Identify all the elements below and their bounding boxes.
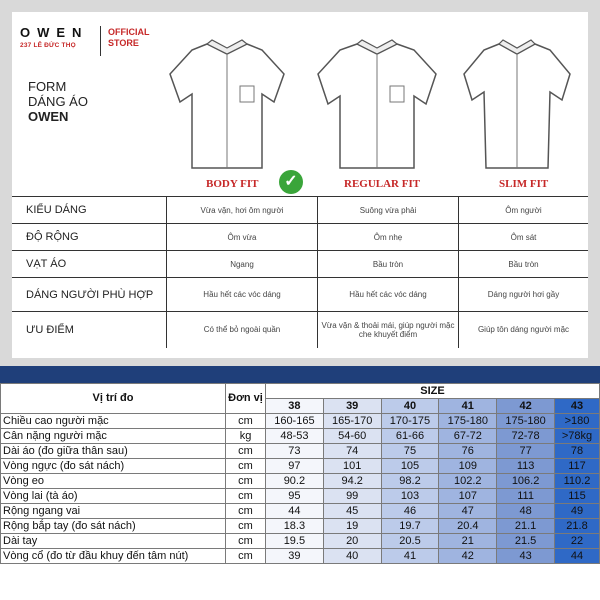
- size-cell: 54-60: [323, 429, 381, 444]
- fit-guide-panel: [12, 12, 588, 358]
- size-chart-table: [0, 383, 600, 564]
- comparison-cell: Ôm vừa: [167, 224, 318, 251]
- row-unit: cm: [226, 549, 266, 564]
- row-label: Vòng eo: [1, 474, 226, 489]
- row-label: Vòng cổ (đo từ đầu khuy đến tâm nút): [1, 549, 226, 564]
- size-cell: 99: [323, 489, 381, 504]
- table-row: [1, 549, 600, 564]
- size-cell: 22: [554, 534, 599, 549]
- size-cell: 20.4: [439, 519, 497, 534]
- fit-label-body: BODY FIT: [206, 178, 259, 190]
- comparison-row-label: ĐỘ RỘNG: [12, 224, 167, 251]
- row-label: Dài áo (đo giữa thân sau): [1, 444, 226, 459]
- form-title-line2: DÁNG ÁO: [28, 94, 88, 109]
- brand-store-label: OFFICIAL STORE: [108, 27, 150, 48]
- row-unit: cm: [226, 489, 266, 504]
- size-cell: 42: [439, 549, 497, 564]
- table-row: [1, 429, 600, 444]
- comparison-row: [12, 278, 588, 312]
- row-unit: cm: [226, 474, 266, 489]
- size-cell: 19.5: [266, 534, 324, 549]
- size-cell: 41: [381, 549, 439, 564]
- size-cell: 75: [381, 444, 439, 459]
- row-unit: cm: [226, 414, 266, 429]
- comparison-cell: Vừa vặn, hơi ôm người: [167, 197, 318, 224]
- size-cell: 44: [266, 504, 324, 519]
- table-row: [1, 444, 600, 459]
- table-row: [1, 504, 600, 519]
- size-cell: 49: [554, 504, 599, 519]
- comparison-cell: Ôm nhẹ: [318, 224, 459, 251]
- table-row: [1, 489, 600, 504]
- size-cell: 101: [323, 459, 381, 474]
- slim-fit-shirt-icon: [452, 36, 582, 174]
- comparison-cell: Bầu tròn: [318, 251, 459, 278]
- form-title: [28, 79, 88, 124]
- size-cell: 44: [554, 549, 599, 564]
- size-cell: 77: [497, 444, 555, 459]
- brand-name: OWEN: [20, 25, 89, 40]
- size-cell: 175-180: [497, 414, 555, 429]
- size-cell: 98.2: [381, 474, 439, 489]
- size-cell: 175-180: [439, 414, 497, 429]
- form-title-line1: FORM: [28, 79, 67, 94]
- row-unit: cm: [226, 519, 266, 534]
- size-cell: 48-53: [266, 429, 324, 444]
- comparison-row: [12, 312, 588, 348]
- row-unit: kg: [226, 429, 266, 444]
- size-cell: 21.1: [497, 519, 555, 534]
- size-cell: 94.2: [323, 474, 381, 489]
- row-label: Rộng ngang vai: [1, 504, 226, 519]
- comparison-row: [12, 251, 588, 278]
- size-cell: 48: [497, 504, 555, 519]
- comparison-row-label: KIỂU DÁNG: [12, 197, 167, 224]
- row-label: Rộng bắp tay (đo sát nách): [1, 519, 226, 534]
- size-cell: 45: [323, 504, 381, 519]
- row-unit: cm: [226, 504, 266, 519]
- check-icon: ✓: [279, 170, 303, 194]
- size-header-41: 41: [439, 399, 497, 414]
- comparison-cell: Vừa vặn & thoải mái, giúp người mặc che khuyết điểm: [318, 312, 459, 348]
- size-cell: 73: [266, 444, 324, 459]
- row-label: Vòng lai (tà áo): [1, 489, 226, 504]
- size-cell: 160-165: [266, 414, 324, 429]
- size-cell: 103: [381, 489, 439, 504]
- size-chart-panel: [0, 366, 600, 600]
- form-title-line3: OWEN: [28, 109, 69, 124]
- size-cell: 39: [266, 549, 324, 564]
- size-cell: 97: [266, 459, 324, 474]
- size-cell: 20: [323, 534, 381, 549]
- size-cell: 165-170: [323, 414, 381, 429]
- comparison-row-label: ƯU ĐIỂM: [12, 312, 167, 348]
- size-cell: 105: [381, 459, 439, 474]
- comparison-cell: Bầu tròn: [459, 251, 589, 278]
- size-cell: 20.5: [381, 534, 439, 549]
- row-label: Cân nặng người mặc: [1, 429, 226, 444]
- size-cell: 117: [554, 459, 599, 474]
- size-cell: 95: [266, 489, 324, 504]
- size-header-38: 38: [266, 399, 324, 414]
- size-cell: 21: [439, 534, 497, 549]
- fit-label-regular: REGULAR FIT: [344, 178, 421, 190]
- comparison-cell: Hầu hết các vóc dáng: [318, 278, 459, 312]
- size-cell: 90.2: [266, 474, 324, 489]
- row-unit: cm: [226, 444, 266, 459]
- size-cell: 47: [439, 504, 497, 519]
- row-label: Dài tay: [1, 534, 226, 549]
- header-unit: Đơn vị: [226, 384, 266, 414]
- size-chart-header-bar: [0, 366, 600, 383]
- size-header-40: 40: [381, 399, 439, 414]
- brand-address: 237 LÊ ĐỨC THỌ: [20, 42, 76, 49]
- size-cell: 109: [439, 459, 497, 474]
- size-cell: >180: [554, 414, 599, 429]
- comparison-cell: Có thể bỏ ngoài quần: [167, 312, 318, 348]
- size-cell: 61-66: [381, 429, 439, 444]
- brand-logo: [20, 25, 150, 49]
- size-cell: 170-175: [381, 414, 439, 429]
- size-cell: 76: [439, 444, 497, 459]
- row-unit: cm: [226, 459, 266, 474]
- comparison-row-label: VẠT ÁO: [12, 251, 167, 278]
- comparison-cell: Dáng người hơi gầy: [459, 278, 589, 312]
- table-row: [1, 534, 600, 549]
- table-row: [1, 474, 600, 489]
- size-cell: 107: [439, 489, 497, 504]
- size-cell: 102.2: [439, 474, 497, 489]
- size-header-42: 42: [497, 399, 555, 414]
- comparison-row-label: DÁNG NGƯỜI PHÙ HỢP: [12, 278, 167, 312]
- regular-fit-shirt-icon: [312, 36, 442, 174]
- size-cell: 72-78: [497, 429, 555, 444]
- table-row: [1, 519, 600, 534]
- fit-comparison-table: [12, 196, 588, 348]
- size-cell: 18.3: [266, 519, 324, 534]
- size-cell: 43: [497, 549, 555, 564]
- comparison-row: [12, 224, 588, 251]
- size-cell: 46: [381, 504, 439, 519]
- comparison-cell: Ôm người: [459, 197, 589, 224]
- size-cell: 115: [554, 489, 599, 504]
- size-cell: 67-72: [439, 429, 497, 444]
- size-cell: 19.7: [381, 519, 439, 534]
- size-cell: 113: [497, 459, 555, 474]
- table-row: [1, 459, 600, 474]
- brand-divider: [100, 26, 101, 56]
- comparison-cell: Hầu hết các vóc dáng: [167, 278, 318, 312]
- size-cell: 19: [323, 519, 381, 534]
- comparison-cell: Giúp tôn dáng người mặc: [459, 312, 589, 348]
- size-cell: 40: [323, 549, 381, 564]
- size-cell: 78: [554, 444, 599, 459]
- row-unit: cm: [226, 534, 266, 549]
- size-cell: 110.2: [554, 474, 599, 489]
- comparison-cell: Suông vừa phải: [318, 197, 459, 224]
- size-header-43: 43: [554, 399, 599, 414]
- fit-label-slim: SLIM FIT: [499, 178, 549, 190]
- size-cell: 21.5: [497, 534, 555, 549]
- row-label: Vòng ngực (đo sát nách): [1, 459, 226, 474]
- size-cell: 21.8: [554, 519, 599, 534]
- row-label: Chiều cao người mặc: [1, 414, 226, 429]
- size-cell: >78kg: [554, 429, 599, 444]
- table-row: [1, 414, 600, 429]
- comparison-row: [12, 197, 588, 224]
- header-position: Vị trí đo: [1, 384, 226, 414]
- comparison-cell: Ôm sát: [459, 224, 589, 251]
- size-cell: 111: [497, 489, 555, 504]
- size-header-39: 39: [323, 399, 381, 414]
- header-size: SIZE: [266, 384, 600, 399]
- body-fit-shirt-icon: [162, 36, 292, 174]
- size-cell: 106.2: [497, 474, 555, 489]
- comparison-cell: Ngang: [167, 251, 318, 278]
- size-cell: 74: [323, 444, 381, 459]
